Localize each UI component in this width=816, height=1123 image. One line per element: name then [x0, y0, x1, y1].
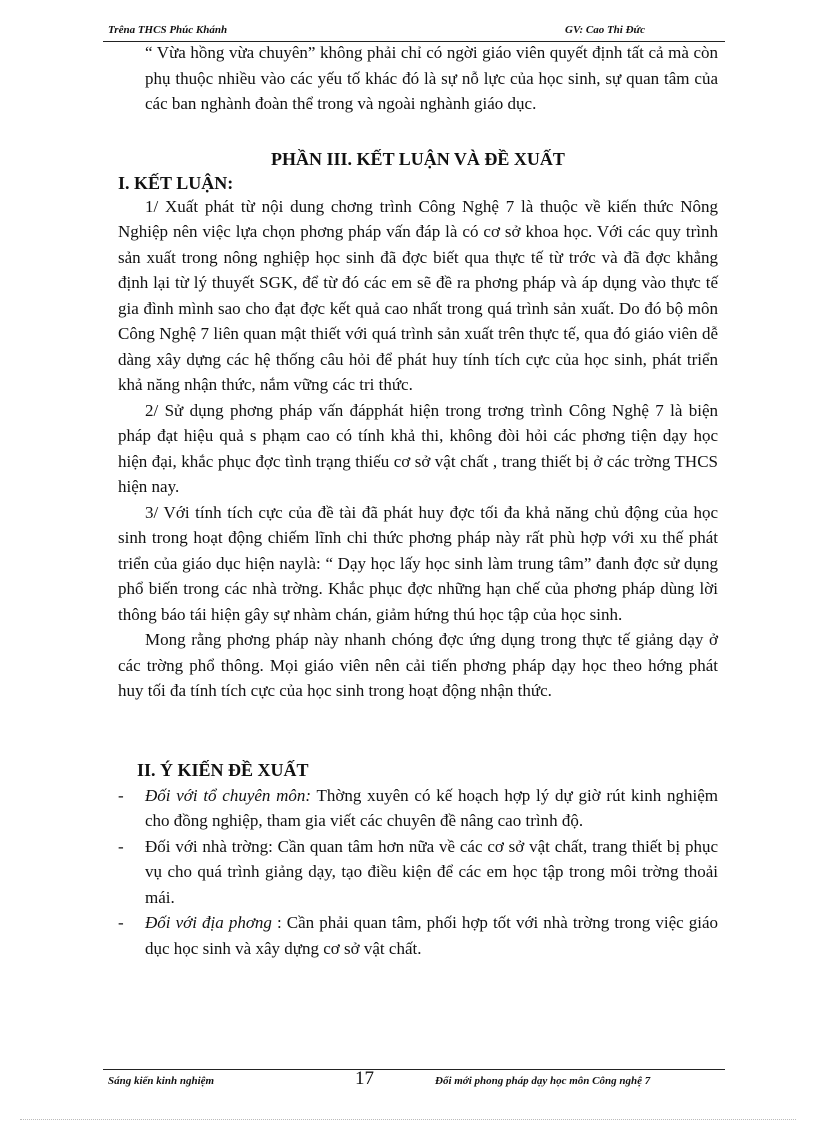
- page-edge: [20, 1119, 796, 1120]
- conclusion-paragraph-4: Mong rằng phơng pháp này nhanh chóng đợc ứng dụng trong thực tế giảng dạy ở các trờng phổ thông. Mọi giáo viên nên cải tiến phơng pháp dạy học theo hớng phát huy tối đa tính tích cực của học sinh trong hoạt động nhận thức.: [118, 630, 718, 700]
- part-title: PHẦN III. KẾT LUẬN VÀ ĐỀ XUẤT: [271, 148, 565, 169]
- proposal-item: [118, 783, 718, 834]
- header-teacher: GV: Cao Thi Đức: [565, 24, 646, 36]
- proposal-text: Đối với nhà trờng: Cần quan tâm hơn nữa về các cơ sở vật chất, trang thiết bị phục vụ cho quá trình giảng dạy, tạo điều kiện để các em học tập trong môi trờng thoải mái.: [145, 836, 718, 907]
- section-2-title: II. Ý KIẾN ĐỀ XUẤT: [137, 759, 309, 780]
- intro-paragraph: “ Vừa hồng vừa chuyên” không phải chỉ có ngời giáo viên quyết định tất cả mà còn phụ thuộc nhiều vào các yếu tố khác đó là sự nỗ lực của học sinh, sự quan tâm của các ban nghành đoàn thể trong và ngoài nghành giáo dục.: [145, 43, 718, 113]
- bullet-dash: -: [118, 785, 124, 805]
- footer-title: Sáng kiến kinh nghiệm: [108, 1075, 215, 1087]
- section-1-title: I. KẾT LUẬN:: [118, 172, 234, 193]
- bullet-dash: -: [118, 913, 124, 932]
- conclusion-paragraph-3: 3/ Với tính tích cực của đề tài đã phát huy đợc tối đa khả năng chủ động của học sinh trong hoạt động chiếm lĩnh chi thức phơng pháp này rất phù hợp với xu thế phát triển của giáo dục hiện naylà: “ Dạy học lấy học sinh làm trung tâm” đanh đợc sử dụng phổ biến trong các nhà trờng. Khắc phục đợc những hạn chế của phơng pháp dùng lời thông báo tái hiện gây sự nhàm chán, giảm hứng thú học tập của học sinh.: [118, 502, 718, 624]
- bullet-dash: -: [118, 836, 124, 856]
- document-body: [118, 40, 718, 961]
- proposal-lead: Đối với địa phơng: [145, 913, 272, 932]
- conclusion-paragraph-2: 2/ Sử dụng phơng pháp vấn đápphát hiện trong trơng trình Công Nghệ 7 là biện pháp đạt hiệu quả s phạm cao có tính khả thi, không đòi hỏi các phơng tiện dạy học hiện đại, khắc phục đợc tình trạng thiếu cơ sở vật chất , trang thiết bị ở các trờng THCS hiện nay.: [118, 400, 718, 496]
- proposal-item: [118, 834, 718, 911]
- footer-topic: Đổi mới phong pháp dạy học môn Công nghệ 7: [435, 1075, 651, 1087]
- proposal-text: : Cần phải quan tâm, phối hợp tốt với nhà trờng trong việc giáo dục học sinh và xây dựng cơ sở vật chất.: [145, 913, 719, 958]
- page-number: 17: [355, 1068, 374, 1089]
- proposal-text: Thờng xuyên có kế hoạch hợp lý dự giờ rút kinh nghiệm cho đồng nghiệp, tham gia viết các chuyên đề nâng cao trình độ.: [145, 785, 718, 830]
- conclusion-paragraph-1: 1/ Xuất phát từ nội dung chơng trình Công Nghệ 7 là thuộc về kiến thức Nông Nghiệp nên việc lựa chọn phơng pháp vấn đáp là có cơ sở khoa học. Với các quy trình sản xuất trong nông nghiệp học sinh đã đợc biết qua thực tế từ trớc và đã đợc khẳng định lại từ lý thuyết SGK, để từ đó các em sẽ đề ra phơng pháp và áp dụng vào thực tế gia đình mình sao cho đạt đợc kết quả cao nhất trong quá trình sản xuất. Do đó bộ môn Công Nghệ 7 liên quan mật thiết với quá trình sản xuất trên thực tế, qua đó giáo viên dễ dàng xây dựng các hệ thống câu hỏi để phát huy tính tích cực của học sinh, phát triển khả năng nhận thức, nắm vững các tri thức.: [118, 196, 718, 394]
- proposal-item: [118, 910, 718, 961]
- footer-divider: [103, 1069, 725, 1070]
- header-school: Trêna THCS Phúc Khánh: [108, 24, 228, 36]
- proposal-lead: Đối với tổ chuyên môn:: [145, 785, 312, 805]
